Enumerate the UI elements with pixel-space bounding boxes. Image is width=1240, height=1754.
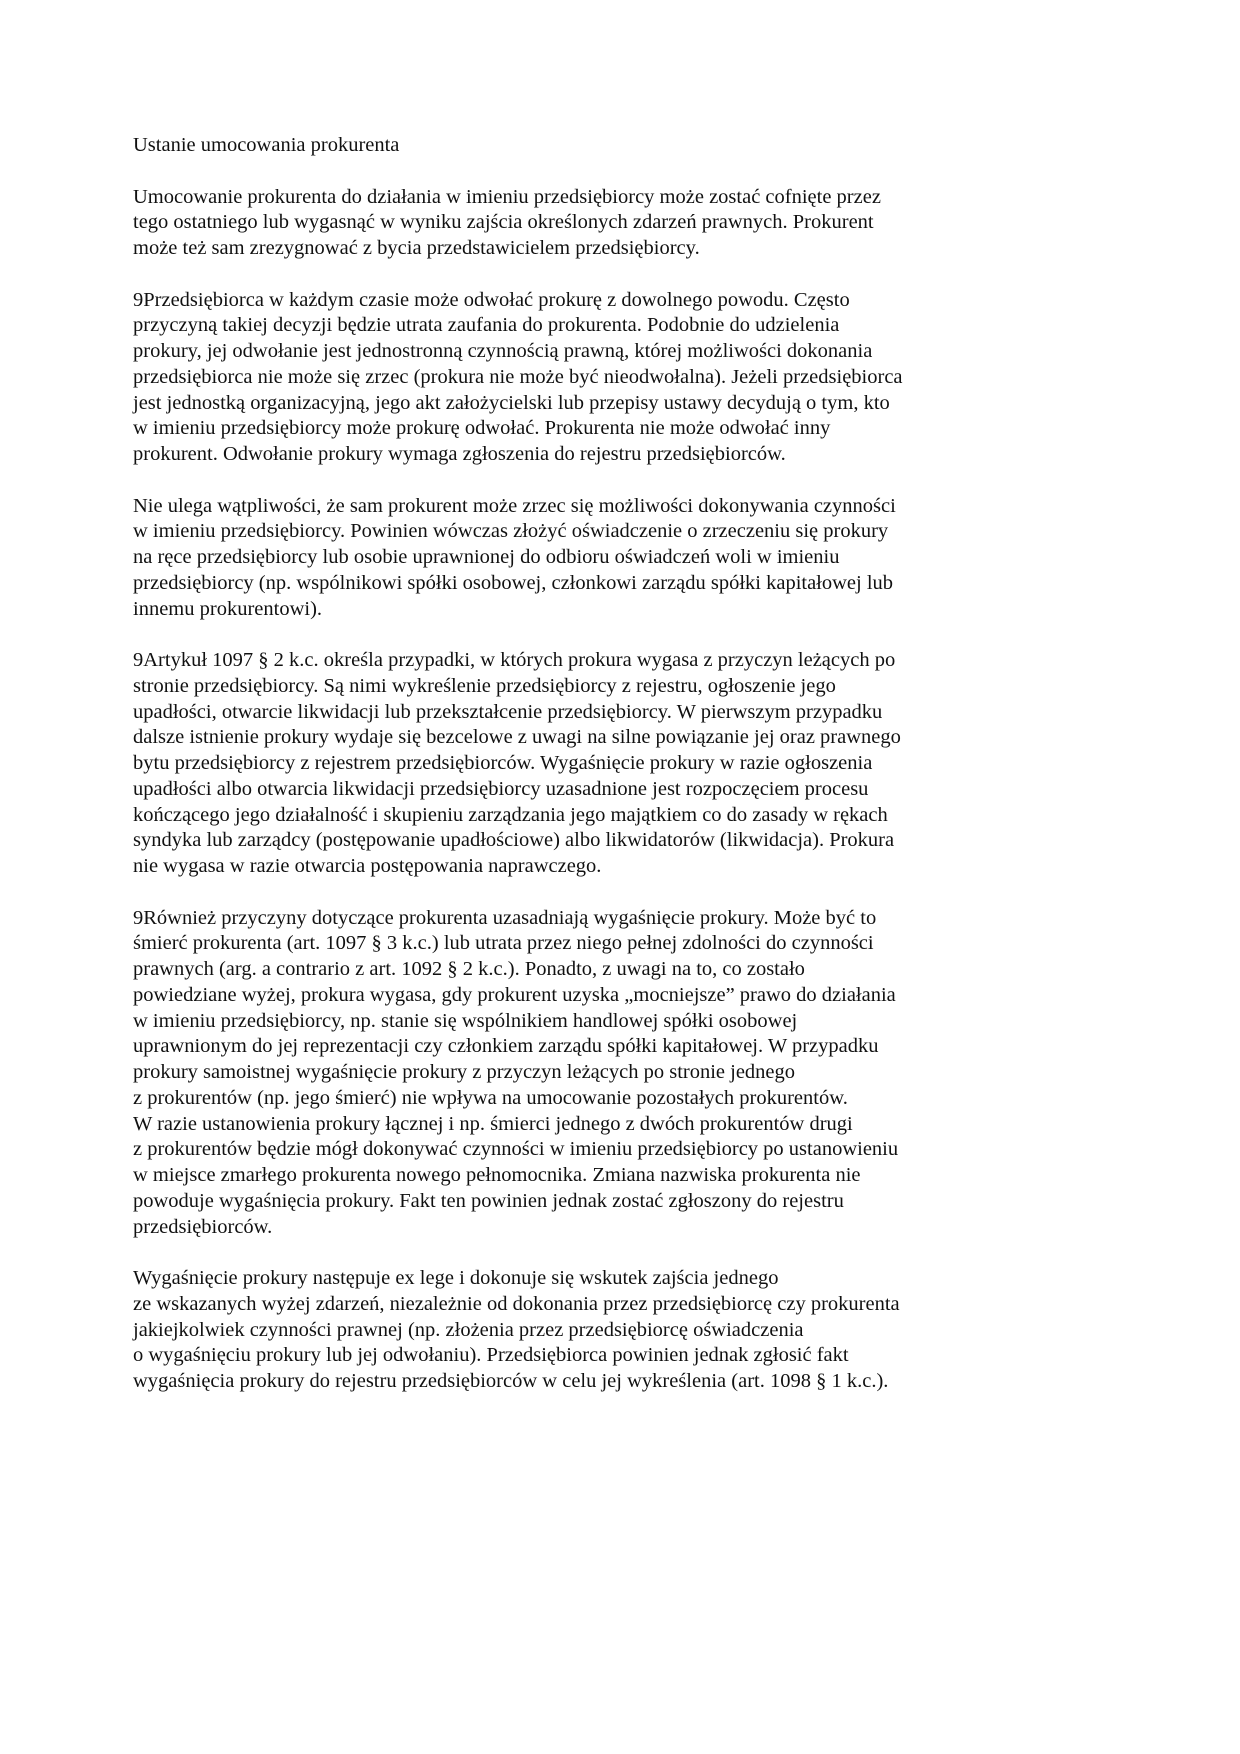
text-line: Nie ulega wątpliwości, że sam prokurent może zrzec się możliwości dokonywania czynności bbox=[133, 494, 896, 517]
text-line: kończącego jego działalność i skupieniu zarządzania jego majątkiem co do zasady w rękach bbox=[133, 803, 888, 826]
text-line: ze wskazanych wyżej zdarzeń, niezależnie od dokonania przez przedsiębiorcę czy prokurenta bbox=[133, 1292, 900, 1315]
text-line: prokurent. Odwołanie prokury wymaga zgłoszenia do rejestru przedsiębiorców. bbox=[133, 443, 786, 465]
text-line: może też sam zrezygnować z bycia przedstawicielem przedsiębiorcy. bbox=[133, 237, 700, 259]
text-line: stronie przedsiębiorcy. Są nimi wykreślenie przedsiębiorcy z rejestru, ogłoszenie jego bbox=[133, 674, 836, 697]
paragraph bbox=[133, 494, 1133, 623]
text-line: Wygaśnięcie prokury następuje ex lege i dokonuje się wskutek zajścia jednego bbox=[133, 1267, 779, 1289]
text-line: w miejsce zmarłego prokurenta nowego pełnomocnika. Zmiana nazwiska prokurenta nie bbox=[133, 1164, 861, 1186]
paragraph bbox=[133, 906, 1133, 1241]
text-line: jest jednostką organizacyjną, jego akt założycielski lub przepisy ustawy decydują o tym, kto bbox=[133, 391, 890, 414]
text-line: bytu przedsiębiorcy z rejestrem przedsiębiorców. Wygaśnięcie prokury w razie ogłoszenia bbox=[133, 752, 873, 774]
text-line: 9Artykuł 1097 § 2 k.c. określa przypadki, w których prokura wygasa z przyczyn leżących po bbox=[133, 649, 896, 671]
text-line: z prokurentów będzie mógł dokonywać czynności w imieniu przedsiębiorcy po ustanowieniu bbox=[133, 1138, 899, 1161]
text-line: innemu prokurentowi). bbox=[133, 597, 323, 620]
text-line: w imieniu przedsiębiorcy. Powinien wówczas złożyć oświadczenie o zrzeczeniu się prokury bbox=[133, 520, 889, 543]
text-line: w imieniu przedsiębiorcy może prokurę odwołać. Prokurenta nie może odwołać inny bbox=[133, 417, 831, 440]
text-line: upadłości, otwarcie likwidacji lub przekształcenie przedsiębiorcy. W pierwszym przypadku bbox=[133, 700, 883, 723]
paragraph bbox=[133, 288, 1133, 468]
text-line: W razie ustanowienia prokury łącznej i np. śmierci jednego z dwóch prokurentów drugi bbox=[133, 1112, 853, 1135]
text-line: śmierć prokurenta (art. 1097 § 3 k.c.) lub utrata przez niego pełnej zdolności do czynności bbox=[133, 932, 874, 955]
text-line: powiedziane wyżej, prokura wygasa, gdy prokurent uzyska „mocniejsze” prawo do działania bbox=[133, 983, 896, 1006]
text-line: o wygaśnięciu prokury lub jej odwołaniu). Przedsiębiorca powinien jednak zgłosić fakt bbox=[133, 1344, 849, 1367]
text-line: przedsiębiorców. bbox=[133, 1215, 273, 1238]
text-line: wygaśnięcia prokury do rejestru przedsiębiorców w celu jej wykreślenia (art. 1098 § 1 k.c.). bbox=[133, 1370, 889, 1392]
paragraph bbox=[133, 1266, 1133, 1395]
text-line: upadłości albo otwarcia likwidacji przedsiębiorcy uzasadnione jest rozpoczęciem procesu bbox=[133, 777, 869, 800]
document-title: Ustanie umocowania prokurenta bbox=[133, 134, 400, 156]
text-line: prokury, jej odwołanie jest jednostronną czynnością prawną, której możliwości dokonania bbox=[133, 340, 873, 362]
text-line: syndyka lub zarządcy (postępowanie upadłościowe) albo likwidatorów (likwidacja). Prokura bbox=[133, 829, 895, 852]
text-line: Umocowanie prokurenta do działania w imieniu przedsiębiorcy może zostać cofnięte przez bbox=[133, 185, 881, 208]
text-line: jakiejkolwiek czynności prawnej (np. złożenia przez przedsiębiorcę oświadczenia bbox=[133, 1318, 804, 1341]
paragraph bbox=[133, 648, 1133, 880]
text-line: 9Również przyczyny dotyczące prokurenta uzasadniają wygaśnięcie prokury. Może być to bbox=[133, 906, 877, 929]
paragraph bbox=[133, 185, 1133, 262]
text-line: przedsiębiorca nie może się zrzec (prokura nie może być nieodwołalna). Jeżeli przedsiębiorca bbox=[133, 365, 903, 388]
document-body bbox=[133, 185, 1133, 1395]
text-line: prawnych (arg. a contrario z art. 1092 § 2 k.c.). Ponadto, z uwagi na to, co zostało bbox=[133, 958, 805, 980]
text-line: przyczyną takiej decyzji będzie utrata zaufania do prokurenta. Podobnie do udzielenia bbox=[133, 314, 840, 337]
text-line: dalsze istnienie prokury wydaje się bezcelowe z uwagi na silne powiązanie jej oraz prawnego bbox=[133, 726, 901, 749]
text-line: prokury samoistnej wygaśnięcie prokury z przyczyn leżących po stronie jednego bbox=[133, 1061, 796, 1083]
text-line: na ręce przedsiębiorcy lub osobie uprawnionej do odbioru oświadczeń woli w imieniu bbox=[133, 546, 840, 568]
text-line: przedsiębiorcy (np. wspólnikowi spółki osobowej, członkowi zarządu spółki kapitałowej lub bbox=[133, 571, 894, 594]
text-line: 9Przedsiębiorca w każdym czasie może odwołać prokurę z dowolnego powodu. Często bbox=[133, 288, 850, 311]
text-line: z prokurentów (np. jego śmierć) nie wpływa na umocowanie pozostałych prokurentów. bbox=[133, 1086, 848, 1109]
text-line: w imieniu przedsiębiorcy, np. stanie się wspólnikiem handlowej spółki osobowej bbox=[133, 1009, 798, 1032]
text-line: uprawnionym do jej reprezentacji czy członkiem zarządu spółki kapitałowej. W przypadku bbox=[133, 1035, 879, 1058]
text-line: powoduje wygaśnięcia prokury. Fakt ten powinien jednak zostać zgłoszony do rejestru bbox=[133, 1189, 844, 1212]
document-page bbox=[133, 133, 1133, 1421]
text-line: tego ostatniego lub wygasnąć w wyniku zajścia określonych zdarzeń prawnych. Prokurent bbox=[133, 211, 874, 234]
text-line: nie wygasa w razie otwarcia postępowania naprawczego. bbox=[133, 855, 602, 877]
